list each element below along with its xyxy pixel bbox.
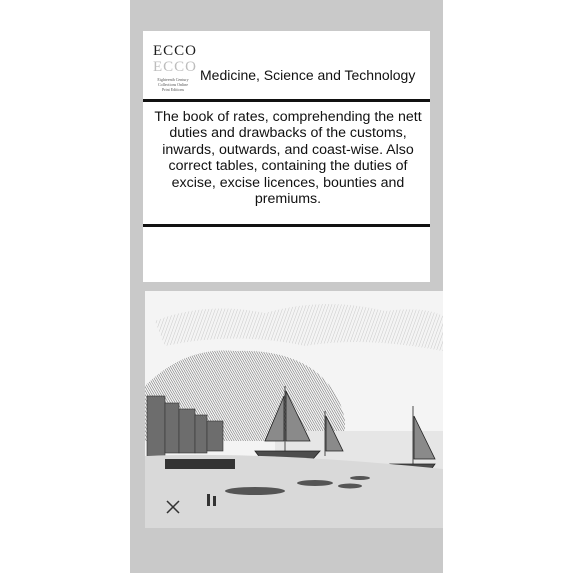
logo-mark-reflection: ECCO: [153, 59, 198, 75]
harbor-engraving-icon: [145, 291, 443, 528]
divider-top: [143, 99, 430, 102]
ecco-logo: [147, 43, 198, 99]
logo-mark: ECCO: [153, 43, 198, 59]
logo-caption: [149, 77, 197, 92]
book-title: The book of rates, comprehending the nett duties and drawbacks of the customs, inwards, outwards, and coast-wise. Also correct tables, containing the duties of excise, excise licences, bounties and premiums.: [154, 109, 422, 208]
book-cover: [130, 0, 443, 573]
series-name: Medicine, Science and Technology: [200, 67, 416, 83]
engraving-illustration: [145, 291, 443, 528]
title-panel: [143, 31, 430, 282]
cover-header: [143, 31, 430, 99]
logo-caption-line: Collections Online: [157, 82, 189, 87]
logo-caption-line: Print Editions: [161, 87, 185, 92]
divider-bottom: [143, 224, 430, 227]
logo-caption-line: Eighteenth Century: [157, 77, 189, 82]
